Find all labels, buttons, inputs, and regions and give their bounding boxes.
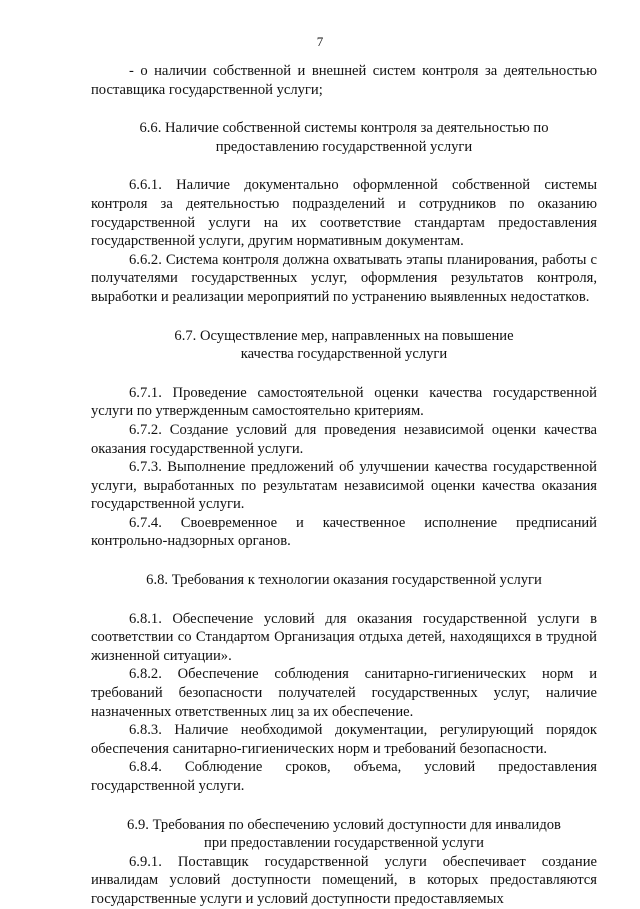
heading-line: при предоставлении государственной услуги [204,835,484,852]
spacer [91,99,597,119]
spacer [91,307,597,327]
paragraph: - о наличии собственной и внешней систем контроля за деятельностью поставщика государственной услуги; [91,63,597,98]
paragraph: 6.6.1. Наличие документально оформленной собственной системы контроля за деятельностью подразделений и сотрудников по оказанию государственной услуги на их соответствие стандартам предоставления государственной услуги, другим нормативным документам. [91,177,597,250]
heading-line: предоставлению государственной услуги [215,138,473,155]
paragraph: 6.8.1. Обеспечение условий для оказания государственной услуги в соответствии со Стандартом Организация отдыха детей, находящихся в трудной жизненной ситуации». [91,610,597,664]
section-heading [91,816,597,853]
paragraph: 6.7.3. Выполнение предложений об улучшении качества государственной услуги, выработанных по результатам независимой оценки качества оказания государственной услуги. [91,459,597,513]
spacer [91,551,597,571]
document-body [91,62,597,909]
paragraph: 6.6.2. Система контроля должна охватывать этапы планирования, работы с получателями государственных услуг, оформления результатов контроля, выработки и реализации мероприятий по устранению выявленных недостатков. [91,251,597,305]
paragraph: 6.8.4. Соблюдение сроков, объема, условий предоставления государственной услуги. [91,759,597,794]
heading-line: 6.8. Требования к технологии оказания государственной услуги [146,572,542,589]
spacer [91,156,597,176]
paragraph: 6.9.1. Поставщик государственной услуги обеспечивает создание инвалидам условий доступности помещений, в которых предоставляются государственные услуги и условий доступности предоставляемых [91,853,597,907]
paragraph: 6.7.2. Создание условий для проведения независимой оценки качества оказания государственной услуги. [91,421,597,457]
paragraph: 6.7.1. Проведение самостоятельной оценки качества государственной услуги по утвержденным самостоятельно критериям. [91,384,597,420]
spacer [91,590,597,610]
heading-line: 6.6. Наличие собственной системы контроля за деятельностью по [139,120,549,137]
paragraph: 6.8.2. Обеспечение соблюдения санитарно-гигиенических норм и требований безопасности получателей государственных услуг, наличие назначенных ответственных лиц за их обеспечение. [91,666,597,720]
paragraph: 6.7.4. Своевременное и качественное исполнение предписаний контрольно-надзорных органов. [91,514,597,550]
section-heading [91,119,597,156]
heading-line: 6.7. Осуществление мер, направленных на повышение [174,327,514,344]
heading-line: качества государственной услуги [240,346,448,363]
section-heading [91,571,597,590]
paragraph: 6.8.3. Наличие необходимой документации, регулирующий порядок обеспечения санитарно-гигиенических норм и требований безопасности. [91,722,597,757]
heading-line: 6.9. Требования по обеспечению условий доступности для инвалидов [127,816,561,833]
section-heading [91,327,597,364]
page-number: 7 [316,34,324,49]
spacer [91,364,597,384]
spacer [91,796,597,816]
